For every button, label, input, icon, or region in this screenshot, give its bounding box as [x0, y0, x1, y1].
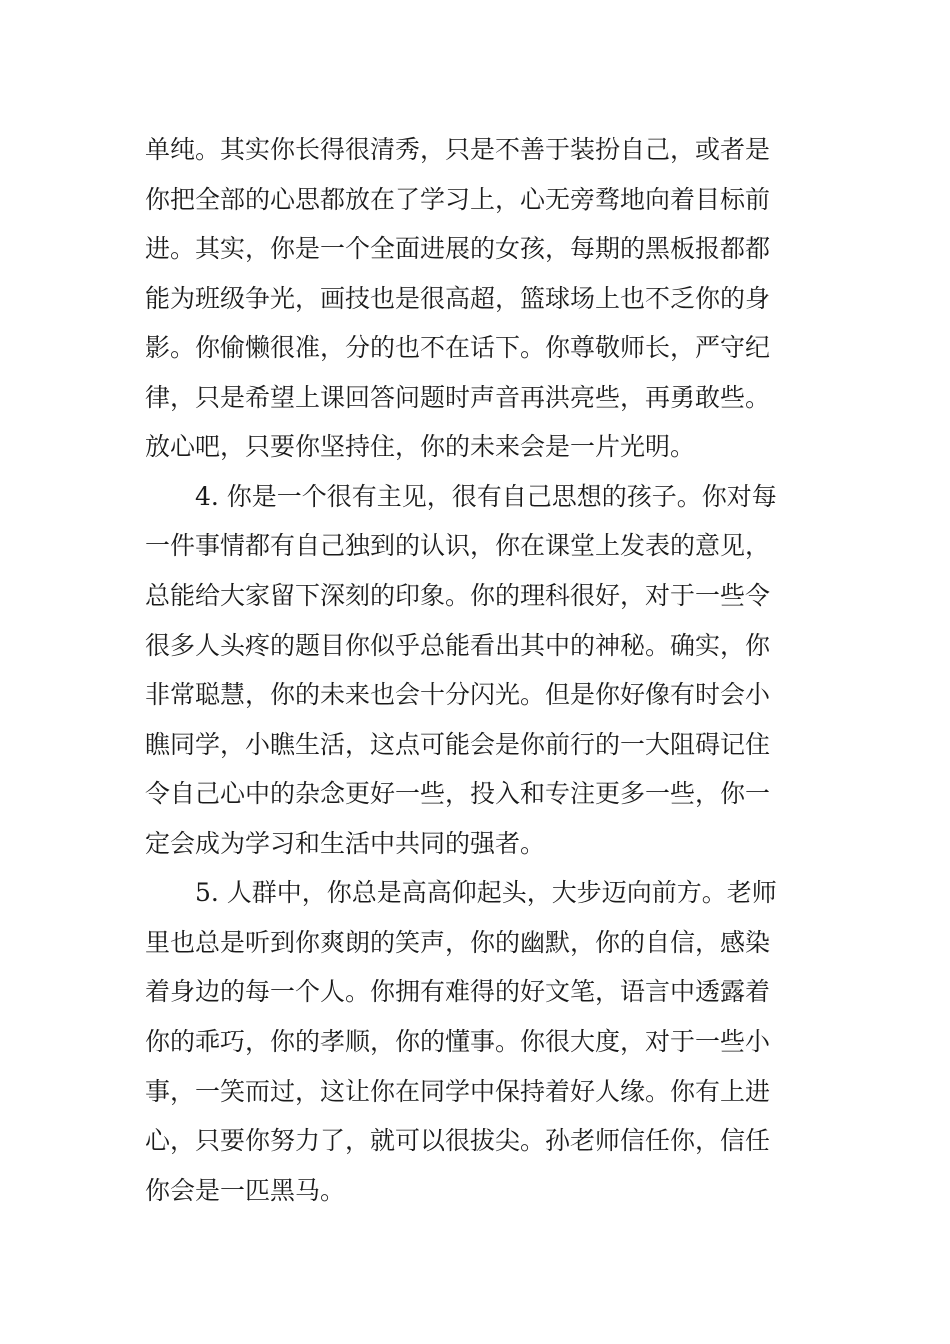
- text-line: 影。你偷懒很准，分的也不在话下。你尊敬师长，严守纪: [145, 333, 771, 362]
- paragraph-5-start: 5. 人群中，你总是高高仰起头，大步迈向前方。老师: [195, 878, 777, 907]
- text-line: 事，一笑而过，这让你在同学中保持着好人缘。你有上进: [145, 1077, 771, 1106]
- text-line: 放心吧，只要你坚持住，你的未来会是一片光明。: [145, 432, 696, 461]
- text-line: 很多人头疼的题目你似乎总能看出其中的神秘。确实，你: [145, 631, 771, 660]
- text-line: 你把全部的心思都放在了学习上，心无旁骛地向着目标前: [145, 185, 771, 214]
- text-line: 心，只要你努力了，就可以很拔尖。孙老师信任你，信任: [145, 1126, 771, 1155]
- text-line: 里也总是听到你爽朗的笑声，你的幽默，你的自信，感染: [145, 928, 771, 957]
- paragraph-4-start: 4. 你是一个很有主见，很有自己思想的孩子。你对每: [195, 482, 777, 511]
- text-line: 总能给大家留下深刻的印象。你的理科很好，对于一些令: [145, 581, 771, 610]
- text-line: 定会成为学习和生活中共同的强者。: [145, 829, 546, 858]
- text-line: 令自己心中的杂念更好一些，投入和专注更多一些，你一: [145, 779, 771, 808]
- text-line: 你的乖巧，你的孝顺，你的懂事。你很大度，对于一些小: [145, 1027, 771, 1056]
- text-line: 单纯。其实你长得很清秀，只是不善于装扮自己，或者是: [145, 135, 771, 164]
- text-line: 瞧同学，小瞧生活，这点可能会是你前行的一大阻碍记住: [145, 730, 771, 759]
- text-line: 非常聪慧，你的未来也会十分闪光。但是你好像有时会小: [145, 680, 771, 709]
- text-line: 进。其实，你是一个全面进展的女孩，每期的黑板报都都: [145, 234, 771, 263]
- text-line: 一件事情都有自己独到的认识，你在课堂上发表的意见，: [145, 531, 771, 560]
- text-line: 能为班级争光，画技也是很高超，篮球场上也不乏你的身: [145, 284, 771, 313]
- text-line: 律，只是希望上课回答问题时声音再洪亮些，再勇敢些。: [145, 383, 771, 412]
- text-line: 你会是一匹黑马。: [145, 1176, 346, 1205]
- text-line: 着身边的每一个人。你拥有难得的好文笔，语言中透露着: [145, 977, 771, 1006]
